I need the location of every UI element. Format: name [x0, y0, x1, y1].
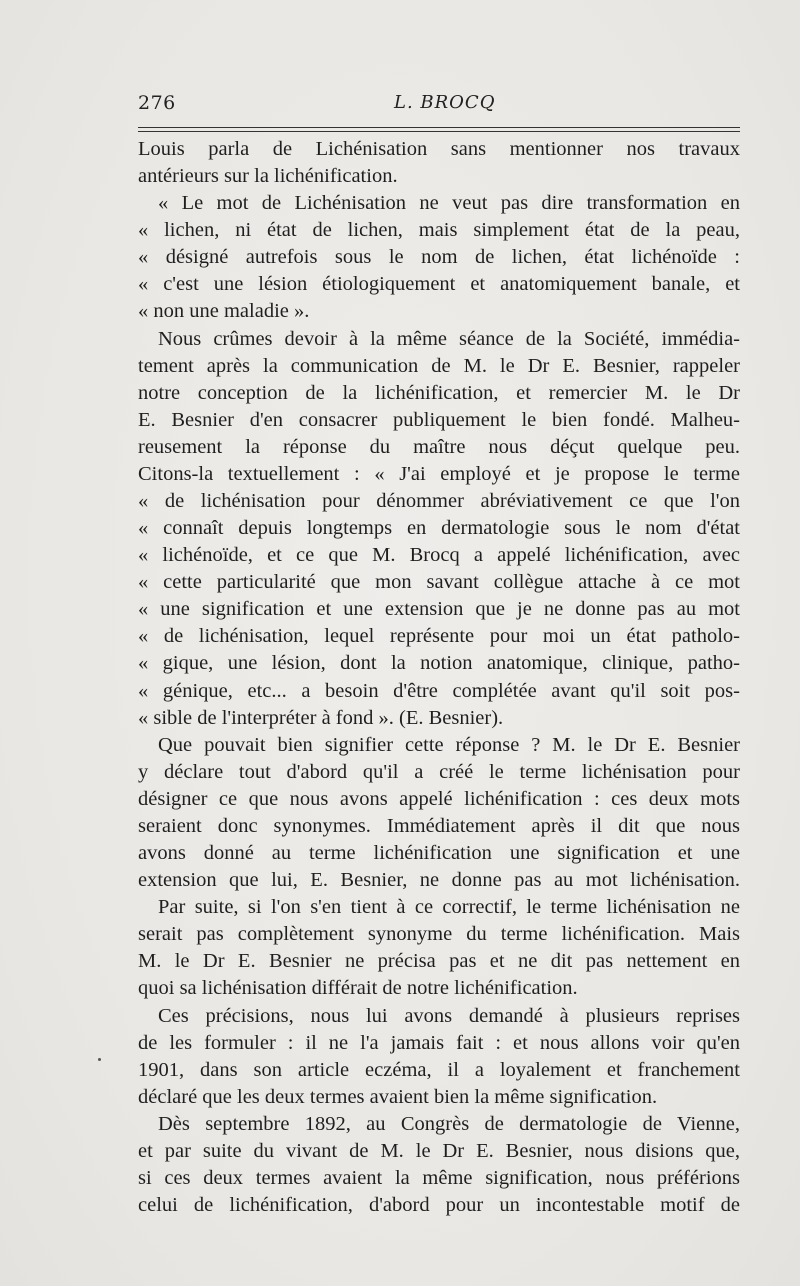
text-line: « une signification et une extension que je ne donne pas au mot [138, 598, 740, 621]
text-line: « connaît depuis longtemps en dermatologie sous le nom d'état [138, 517, 740, 540]
text-line: Ces précisions, nous lui avons demandé à plusieurs reprises [158, 1004, 740, 1027]
text-line: Que pouvait bien signifier cette réponse ? M. le Dr E. Besnier [158, 733, 740, 756]
text-line: E. Besnier d'en consacrer publiquement le bien fondé. Malheu- [138, 408, 740, 431]
page-number: 276 [138, 92, 176, 114]
text-line: « c'est une lésion étiologiquement et anatomiquement banale, et [138, 273, 740, 296]
text-line: 1901, dans son article eczéma, il a loyalement et franchement [138, 1058, 740, 1081]
text-line: « de lichénisation, lequel représente pour moi un état patholo- [138, 625, 740, 648]
page-header [138, 92, 740, 122]
text-line: « de lichénisation pour dénommer abréviativement ce que l'on [138, 490, 740, 513]
ink-speck [98, 1058, 101, 1061]
text-line: antérieurs sur la lichénification. [138, 165, 398, 188]
text-line: « Le mot de Lichénisation ne veut pas dire transformation en [158, 192, 740, 215]
text-line: Dès septembre 1892, au Congrès de dermatologie de Vienne, [158, 1112, 740, 1135]
text-line: Nous crûmes devoir à la même séance de la Société, immédia- [158, 327, 740, 350]
text-line: y déclare tout d'abord qu'il a créé le terme lichénisation pour [138, 760, 740, 783]
text-line: Louis parla de Lichénisation sans mentionner nos travaux [138, 138, 740, 160]
text-line: Par suite, si l'on s'en tient à ce correctif, le terme lichénisation ne [158, 896, 740, 919]
text-line: « génique, etc... a besoin d'être complétée avant qu'il soit pos- [138, 679, 740, 702]
running-head: L. BROCQ [394, 92, 496, 113]
text-line: M. le Dr E. Besnier ne précisa pas et ne dit pas nettement en [138, 950, 740, 973]
text-line: « gique, une lésion, dont la notion anatomique, clinique, patho- [138, 652, 740, 675]
text-line: « sible de l'interpréter à fond ». (E. Besnier). [138, 706, 504, 729]
text-line: seraient donc synonymes. Immédiatement après il dit que nous [138, 814, 740, 837]
text-line: celui de lichénification, d'abord pour un incontestable motif de [138, 1194, 740, 1217]
text-line: de les formuler : il ne l'a jamais fait : et nous allons voir qu'en [138, 1031, 740, 1054]
header-rule [138, 127, 740, 132]
text-line: « non une maladie ». [138, 300, 310, 323]
text-line: tement après la communication de M. le Dr E. Besnier, rappeler [138, 354, 740, 377]
text-line: extension que lui, E. Besnier, ne donne pas au mot lichénisation. [138, 869, 740, 892]
text-line: notre conception de la lichénification, et remercier M. le Dr [138, 381, 740, 404]
text-line: serait pas complètement synonyme du terme lichénification. Mais [138, 923, 740, 946]
body-text [138, 136, 740, 1219]
text-line: avons donné au terme lichénification une signification et une [138, 842, 740, 865]
text-line: « lichen, ni état de lichen, mais simplement état de la peau, [138, 219, 740, 242]
text-line: Citons-la textuellement : « J'ai employé et je propose le terme [138, 462, 740, 485]
text-line: « désigné autrefois sous le nom de lichen, état lichénoïde : [138, 246, 740, 269]
text-line: déclaré que les deux termes avaient bien la même signification. [138, 1085, 658, 1108]
text-line: reusement la réponse du maître nous déçut quelque peu. [138, 435, 740, 458]
text-line: « lichénoïde, et ce que M. Brocq a appelé lichénification, avec [138, 544, 740, 567]
text-line: « cette particularité que mon savant collègue attache à ce mot [138, 571, 740, 594]
text-line: et par suite du vivant de M. le Dr E. Besnier, nous disions que, [138, 1139, 740, 1162]
text-line: désigner ce que nous avons appelé lichénification : ces deux mots [138, 787, 740, 810]
text-line: si ces deux termes avaient la même signification, nous préférions [138, 1166, 740, 1189]
text-line: quoi sa lichénisation différait de notre lichénification. [138, 977, 578, 1000]
